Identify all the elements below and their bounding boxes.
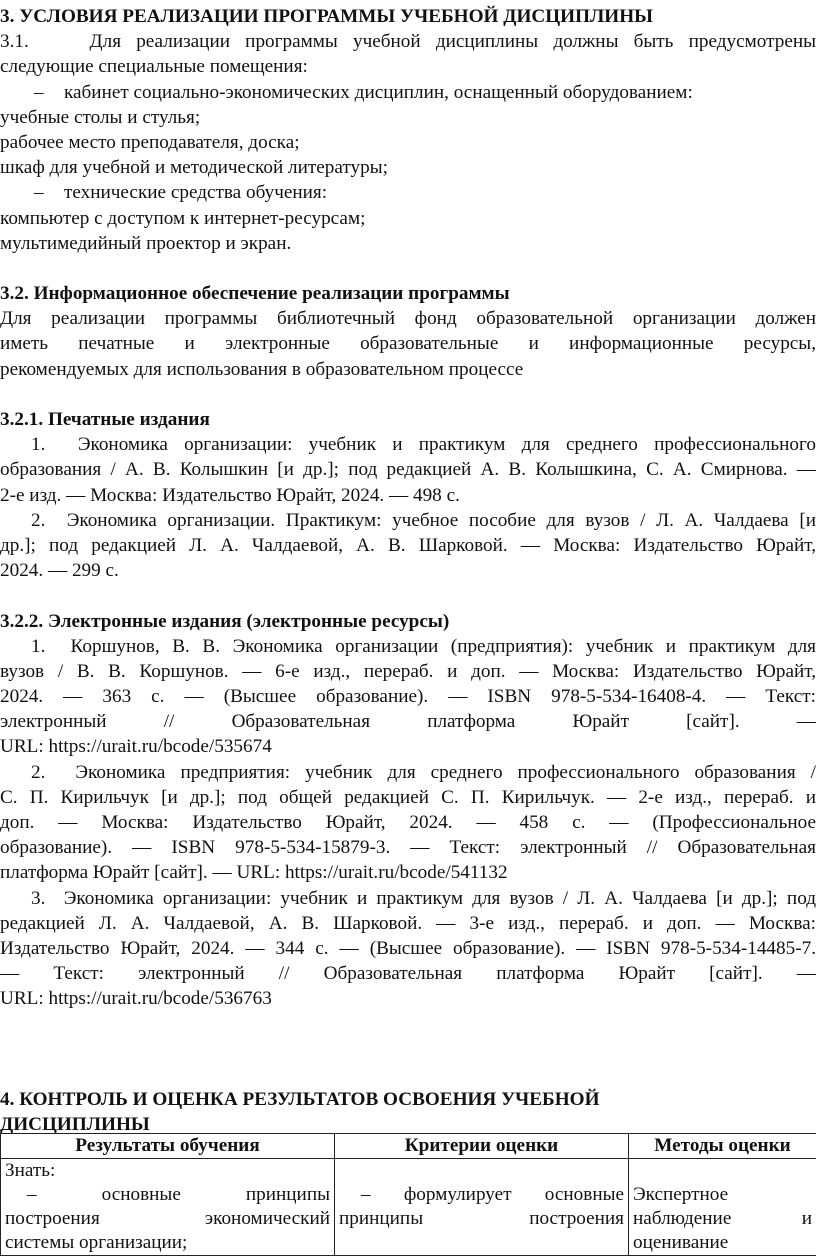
- section-4-title-line-1: 4. КОНТРОЛЬ И ОЦЕНКА РЕЗУЛЬТАТОВ ОСВОЕНИЯ УЧЕБНОЙ: [0, 1088, 600, 1110]
- paragraph-3-2-line-3: рекомендуемых для использования в образовательном процессе: [0, 358, 524, 380]
- cell-results-line-3: построения экономический: [5, 1208, 330, 1229]
- paragraph-3-2-line-2: иметь печатные и электронные образовательные и информационные ресурсы,: [0, 333, 816, 355]
- header-results: Результаты обучения: [1, 1134, 335, 1159]
- header-methods: Методы оценки: [629, 1134, 816, 1159]
- e-ref-3-line-2: редакцией Л. А. Чалдаевой, А. В. Шарковой. — 3-е изд., перераб. и доп. — Москва:: [0, 912, 816, 934]
- cell-results: [1, 1159, 335, 1256]
- list-item-cabinet: [0, 80, 816, 105]
- results-table: [0, 1133, 816, 1256]
- print-ref-1-line-3: 2-е изд. — Москва: Издательство Юрайт, 2024. — 498 с.: [0, 484, 460, 506]
- e-ref-3-line-4: — Текст: электронный // Образовательная платформа Юрайт [сайт]. —: [0, 963, 816, 985]
- cell-results-line-2: – основные принципы: [27, 1184, 330, 1205]
- paragraph-3-1-line-1: 3.1. Для реализации программы учебной дисциплины должны быть предусмотрены: [0, 31, 816, 53]
- print-ref-2-line-1: 2. Экономика организации. Практикум: учебное пособие для вузов / Л. А. Чалдаева [и: [31, 509, 816, 531]
- section-3-2-title: 3.2. Информационное обеспечение реализации программы: [0, 283, 510, 305]
- paragraph-3-1-line-2: следующие специальные помещения:: [0, 56, 308, 78]
- equipment-line-2: рабочее место преподавателя, доска;: [0, 131, 300, 153]
- e-ref-3-line-1: 3. Экономика организации: учебник и практикум для вузов / Л. А. Чалдаева [и др.]; под: [31, 887, 816, 909]
- list-item-tech-text: технические средства обучения:: [64, 182, 328, 204]
- list-item-cabinet-text: кабинет социально-экономических дисциплин, оснащенный оборудованием:: [64, 81, 693, 103]
- spacer: [0, 256, 816, 281]
- table-header-row: [1, 1134, 816, 1159]
- e-ref-2-line-5: платформа Юрайт [сайт]. — URL: https://urait.ru/bcode/541132: [0, 862, 508, 884]
- spacer: [0, 1012, 816, 1062]
- header-criteria: Критерии оценки: [335, 1134, 629, 1159]
- section-3-title: 3. УСЛОВИЯ РЕАЛИЗАЦИИ ПРОГРАММЫ УЧЕБНОЙ ДИСЦИПЛИНЫ: [0, 6, 654, 27]
- cell-results-line-1: Знать:: [5, 1160, 56, 1181]
- dash-bullet: –: [34, 182, 44, 204]
- cell-criteria-line-2: принципы построения: [339, 1208, 624, 1229]
- e-ref-1-line-1: 1. Коршунов, В. В. Экономика организации (предприятия): учебник и практикум для: [31, 635, 816, 657]
- e-ref-1-url: URL: https://urait.ru/bcode/535674: [0, 736, 272, 758]
- e-ref-2-line-4: образование). — ISBN 978-5-534-15879-3. — Текст: электронный // Образовательная: [0, 837, 816, 859]
- section-3-2-1-title: 3.2.1. Печатные издания: [0, 409, 210, 430]
- table-row: [1, 1159, 816, 1256]
- e-ref-1-line-3: 2024. — 363 с. — (Высшее образование). — ISBN 978-5-534-16408-4. — Текст:: [0, 686, 816, 708]
- e-ref-3-url: URL: https://urait.ru/bcode/536763: [0, 988, 272, 1010]
- e-ref-2-line-1: 2. Экономика предприятия: учебник для среднего профессионального образования /: [31, 761, 816, 783]
- cell-methods: [629, 1159, 816, 1256]
- e-ref-1-line-2: вузов / В. В. Коршунов. — 6-е изд., перераб. и доп. — Москва: Издательство Юрайт,: [0, 660, 816, 682]
- dash-bullet: –: [34, 81, 44, 103]
- spacer: [0, 382, 816, 407]
- spacer: [0, 583, 816, 608]
- cell-criteria-line-1: – формулирует основные: [361, 1184, 624, 1205]
- print-ref-1-line-1: 1. Экономика организации: учебник и практикум для среднего профессионального: [31, 434, 816, 456]
- e-ref-1-line-4: электронный // Образовательная платформа Юрайт [сайт]. —: [0, 711, 816, 733]
- cell-results-line-4: системы организации;: [5, 1232, 188, 1253]
- paragraph-3-2-line-1: Для реализации программы библиотечный фонд образовательной организации должен: [0, 308, 816, 330]
- cell-methods-line-1: Экспертное: [633, 1184, 729, 1205]
- equipment-line-1: учебные столы и стулья;: [0, 106, 201, 128]
- tech-line-2: мультимедийный проектор и экран.: [0, 232, 292, 254]
- print-ref-2-line-2: др.]; под редакцией Л. А. Чалдаевой, А. В. Шарковой. — Москва: Издательство Юрайт,: [0, 534, 816, 556]
- cell-methods-line-3: оценивание: [633, 1232, 729, 1253]
- equipment-line-3: шкаф для учебной и методической литературы;: [0, 157, 388, 179]
- cell-criteria: [335, 1159, 629, 1256]
- e-ref-2-line-2: С. П. Кирильчук [и др.]; под общей редакцией С. П. Кирильчук. — 2-е изд., перераб. и: [0, 786, 816, 808]
- list-item-tech: [0, 180, 816, 205]
- section-3-2-2-title: 3.2.2. Электронные издания (электронные ресурсы): [0, 610, 450, 632]
- spacer: [0, 1062, 816, 1087]
- print-ref-2-line-3: 2024. — 299 с.: [0, 560, 119, 582]
- e-ref-2-line-3: доп. — Москва: Издательство Юрайт, 2024. — 458 с. — (Профессиональное: [0, 812, 816, 833]
- print-ref-1-line-2: образования / А. В. Колышкин [и др.]; под редакцией А. В. Колышкина, С. А. Смирнова. —: [0, 459, 816, 481]
- cell-methods-line-2: наблюдение и: [633, 1208, 812, 1229]
- tech-line-1: компьютер с доступом к интернет-ресурсам;: [0, 207, 366, 229]
- e-ref-3-line-3: Издательство Юрайт, 2024. — 344 с. — (Высшее образование). — ISBN 978-5-534-14485-7.: [0, 937, 816, 959]
- section-4-title-line-2: ДИСЦИПЛИНЫ: [0, 1113, 150, 1135]
